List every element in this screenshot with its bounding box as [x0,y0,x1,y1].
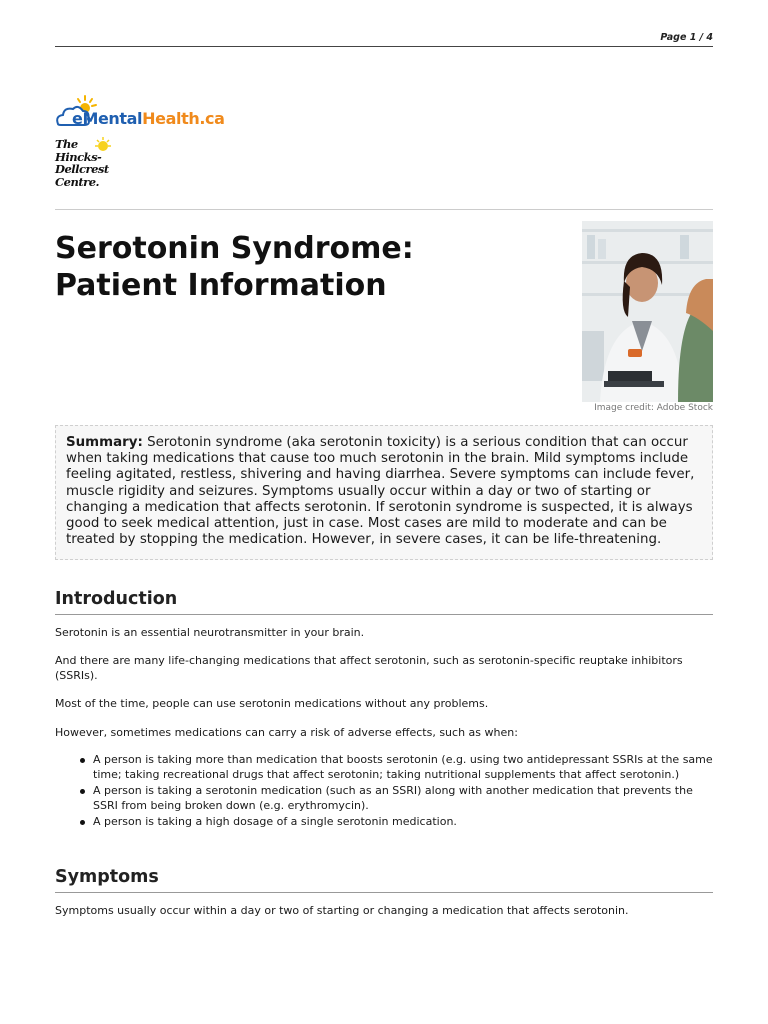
logo-text-health: Health.ca [142,109,225,128]
list-item [93,784,713,813]
list-item-text: A person is taking a high dosage of a single serotonin medication. [93,815,457,828]
pharmacist-photo [582,221,713,402]
centre-logo-line: The [55,137,78,151]
bullet-icon [80,758,85,763]
image-credit: Image credit: Adobe Stock [594,403,713,413]
page-title [55,230,535,304]
list-item [93,753,713,782]
title-line-2: Patient Information [55,268,387,303]
symptoms-paragraph: Symptoms usually occur within a day or two of starting or changing a medication that affects serotonin. [55,904,629,917]
centre-logo-line: Hincks- [55,149,102,164]
intro-paragraph: However, sometimes medications can carry a risk of adverse effects, such as when: [55,726,518,739]
summary-text: Serotonin syndrome (aka serotonin toxicity) is a serious condition that can occur when taking medications that cause too much serotonin in the brain. Mild symptoms include feeling agitated, restless, shivering and having diarrhea. Severe symptoms can include fever, muscle rigidity and seizures. Symptoms usually occur within a day or two of starting or changing a medication that affects serotonin. If serotonin syndrome is suspected, it is always good to seek medical attention, just in case. Most cases are mild to moderate and can be treated by stopping the medication. However, in severe cases, it can be life-threatening. [66,435,695,548]
bullet-icon [80,789,85,794]
list-item-text: A person is taking more than medication that boosts serotonin (e.g. using two antidepressant SSRIs at the same time; taking recreational drugs that affect serotonin; taking nutritional supplements that affect serotonin.) [93,753,713,781]
list-item-text: A person is taking a serotonin medication (such as an SSRI) along with another medication that prevents the SSRI from being broken down (e.g. erythromycin). [93,784,693,812]
introduction-heading: Introduction [55,589,713,615]
page-number: Page 1 / 4 [660,32,713,43]
title-line-1: Serotonin Syndrome: [55,231,414,266]
intro-paragraph: Most of the time, people can use serotonin medications without any problems. [55,697,489,710]
emental-health-logo [55,94,295,130]
centre-logo-line: Dellcrest [55,162,109,176]
centre-logo-line: Centre. [55,174,100,189]
risk-list [93,753,713,832]
list-item [93,815,713,830]
symptoms-heading: Symptoms [55,867,713,893]
hincks-dellcrest-logo [55,136,125,196]
bullet-icon [80,820,85,825]
logo-divider [55,209,713,210]
summary-box [55,425,713,560]
intro-paragraph: Serotonin is an essential neurotransmitter in your brain. [55,626,365,639]
logo-text-emental: eMental [72,109,143,128]
summary-label: Summary: [66,435,143,450]
intro-paragraph: And there are many life-changing medications that affect serotonin, such as serotonin-specific reuptake inhibitors (SSRIs). [55,654,683,682]
header-divider [55,46,713,47]
